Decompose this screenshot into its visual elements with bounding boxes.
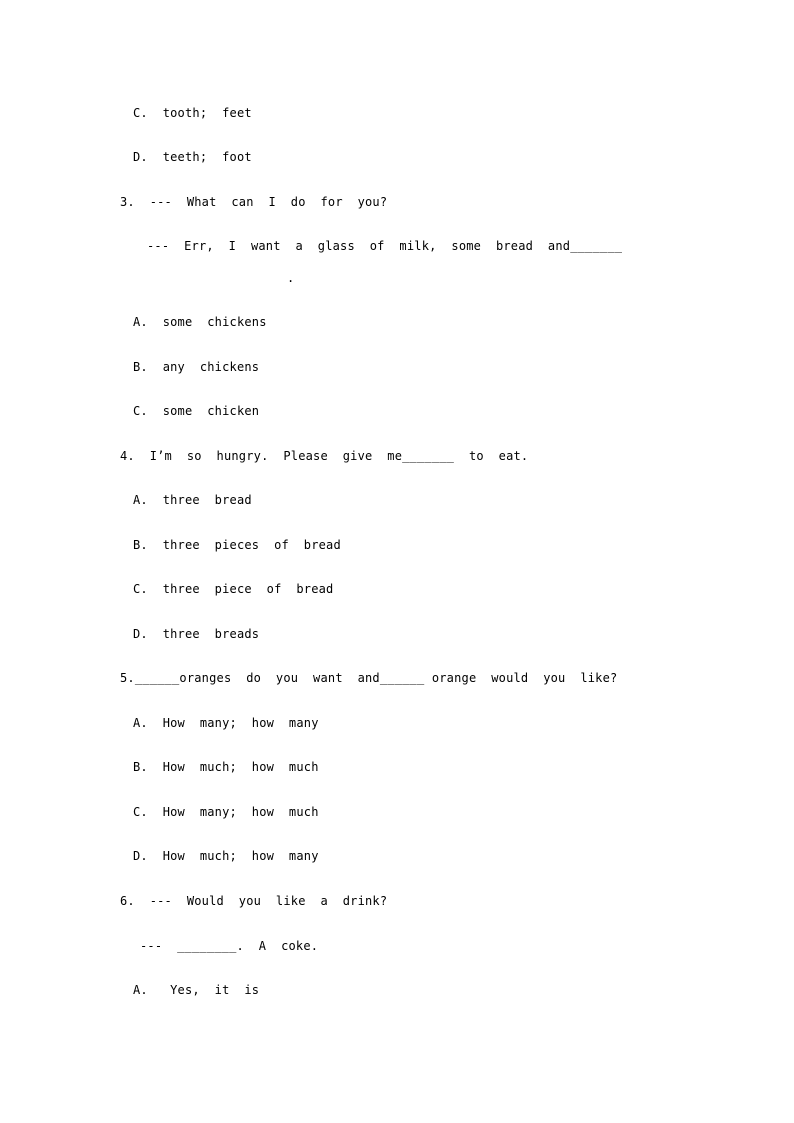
q4-option-d: D. three breads <box>133 627 260 641</box>
q3-question: 3. --- What can I do for you? <box>120 195 388 209</box>
q3-option-a: A. some chickens <box>133 315 267 329</box>
q4-option-a: A. three bread <box>133 493 252 507</box>
q5-question: 5.______oranges do you want and______ orange would you like? <box>120 671 618 685</box>
q5-option-c: C. How many; how much <box>133 805 319 819</box>
q4-option-c: C. three piece of bread <box>133 582 334 596</box>
q5-option-b: B. How much; how much <box>133 760 319 774</box>
q3-option-c: C. some chicken <box>133 404 260 418</box>
q5-option-d: D. How much; how many <box>133 849 319 863</box>
q2-option-c: C. tooth; feet <box>133 106 252 120</box>
q3-option-b: B. any chickens <box>133 360 260 374</box>
q4-question: 4. I’m so hungry. Please give me_______ to eat. <box>120 449 529 463</box>
q5-option-a: A. How many; how many <box>133 716 319 730</box>
q4-option-b: B. three pieces of bread <box>133 538 341 552</box>
q6-question: 6. --- Would you like a drink? <box>120 894 388 908</box>
q3-response: --- Err, I want a glass of milk, some bread and_______ <box>147 239 623 253</box>
q3-response-period: . <box>287 271 295 285</box>
q6-response: --- ________. A coke. <box>140 939 319 953</box>
q6-option-a: A. Yes, it is <box>133 983 260 997</box>
q2-option-d: D. teeth; foot <box>133 150 252 164</box>
